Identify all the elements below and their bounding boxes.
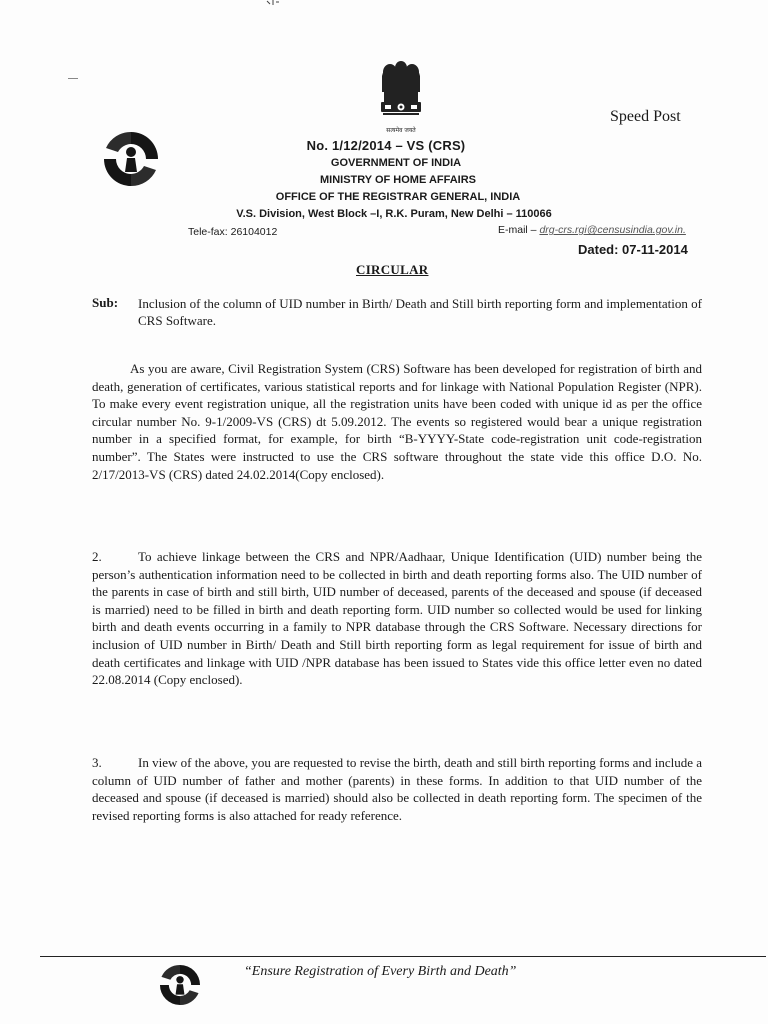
date-line: Dated: 07-11-2014 — [578, 242, 688, 257]
footer-divider — [40, 956, 766, 957]
paragraph-3-number: 3. — [92, 755, 102, 770]
paragraph-1-text: As you are aware, Civil Registration System (CRS) Software has been developed for registration of birth and death, generation of certificates, various statistical reports and for linkage with National Population Register (NPR). To make every event registration unique, all the registration units have been coded with unique id as per the office circular number No. 9-1/2009-VS (CRS) dt 5.09.2012. The events so registered would bear a unique registration number in a specified format, for example, for birth “B-YYYY-State code-registration unit code-registration number”. The States were instructed to use the CRS software throughout the state vide this office D.O. No. 2/17/2013-VS (CRS) dated 24.02.2014(Copy enclosed). — [92, 361, 702, 482]
government-line: GOVERNMENT OF INDIA — [330, 157, 462, 169]
document-title: CIRCULAR — [356, 262, 429, 277]
email-address[interactable]: drg-crs.rgi@censusindia.gov.in. — [539, 224, 686, 236]
subject-text: Inclusion of the column of UID number in Birth/ Death and Still birth reporting form and implementation of CRS Software. — [138, 296, 702, 328]
letter-number: No. 1/12/2014 – VS (CRS) — [306, 138, 466, 153]
subject-label: Sub: — [92, 295, 119, 310]
emblem-motto: सत्यमेव जयते — [386, 127, 416, 134]
address-line: V.S. Division, West Block –I, R.K. Puram, New Delhi – 110066 — [236, 208, 552, 220]
ministry-line: MINISTRY OF HOME AFFAIRS — [319, 174, 477, 186]
paragraph-2-number: 2. — [92, 549, 102, 564]
paragraph-2 — [92, 548, 702, 689]
telefax-line: Tele-fax: 26104012 — [188, 226, 278, 238]
scan-dash — [68, 78, 78, 79]
footer-crs-logo-icon — [154, 962, 206, 1008]
paragraph-2-text: To achieve linkage between the CRS and NPR/Aadhaar, Unique Identification (UID) number being the person’s authentication information need to be collected in birth and death reporting forms also. The UID number of the parents in case of birth and still birth, UID number of deceased, parents of the deceased and spouse (if deceased is married) need to be filled in birth and death reporting form. UID number so collected would be used for linking birth and death events occurring in a family to NPR database through the CRS Software. Necessary directions for inclusion of UID number in Birth/ Death and Still birth reporting form as legal requirement for issue of birth and death certificates and linkage with UID /NPR database has been issued to States vide this office letter even no dated 22.08.2014 (Copy enclosed). — [92, 549, 702, 688]
speed-post-label: Speed Post — [610, 108, 681, 125]
footer-motto: “Ensure Registration of Every Birth and Death” — [244, 964, 517, 979]
email-label: E-mail – — [498, 224, 540, 236]
national-emblem-icon — [372, 58, 430, 138]
paragraph-3 — [92, 754, 702, 824]
office-line: OFFICE OF THE REGISTRAR GENERAL, INDIA — [275, 191, 521, 203]
scan-mark — [266, 0, 280, 6]
email-line — [498, 224, 686, 236]
paragraph-3-text: In view of the above, you are requested to revise the birth, death and still birth reporting forms and include a column of UID number of father and mother (parents) in these forms. In addition to that UID number of the deceased and spouse (if deceased is married) should also be collected in death reporting form. The specimen of the revised reporting forms is also attached for ready reference. — [92, 755, 702, 823]
paragraph-1 — [92, 360, 702, 483]
